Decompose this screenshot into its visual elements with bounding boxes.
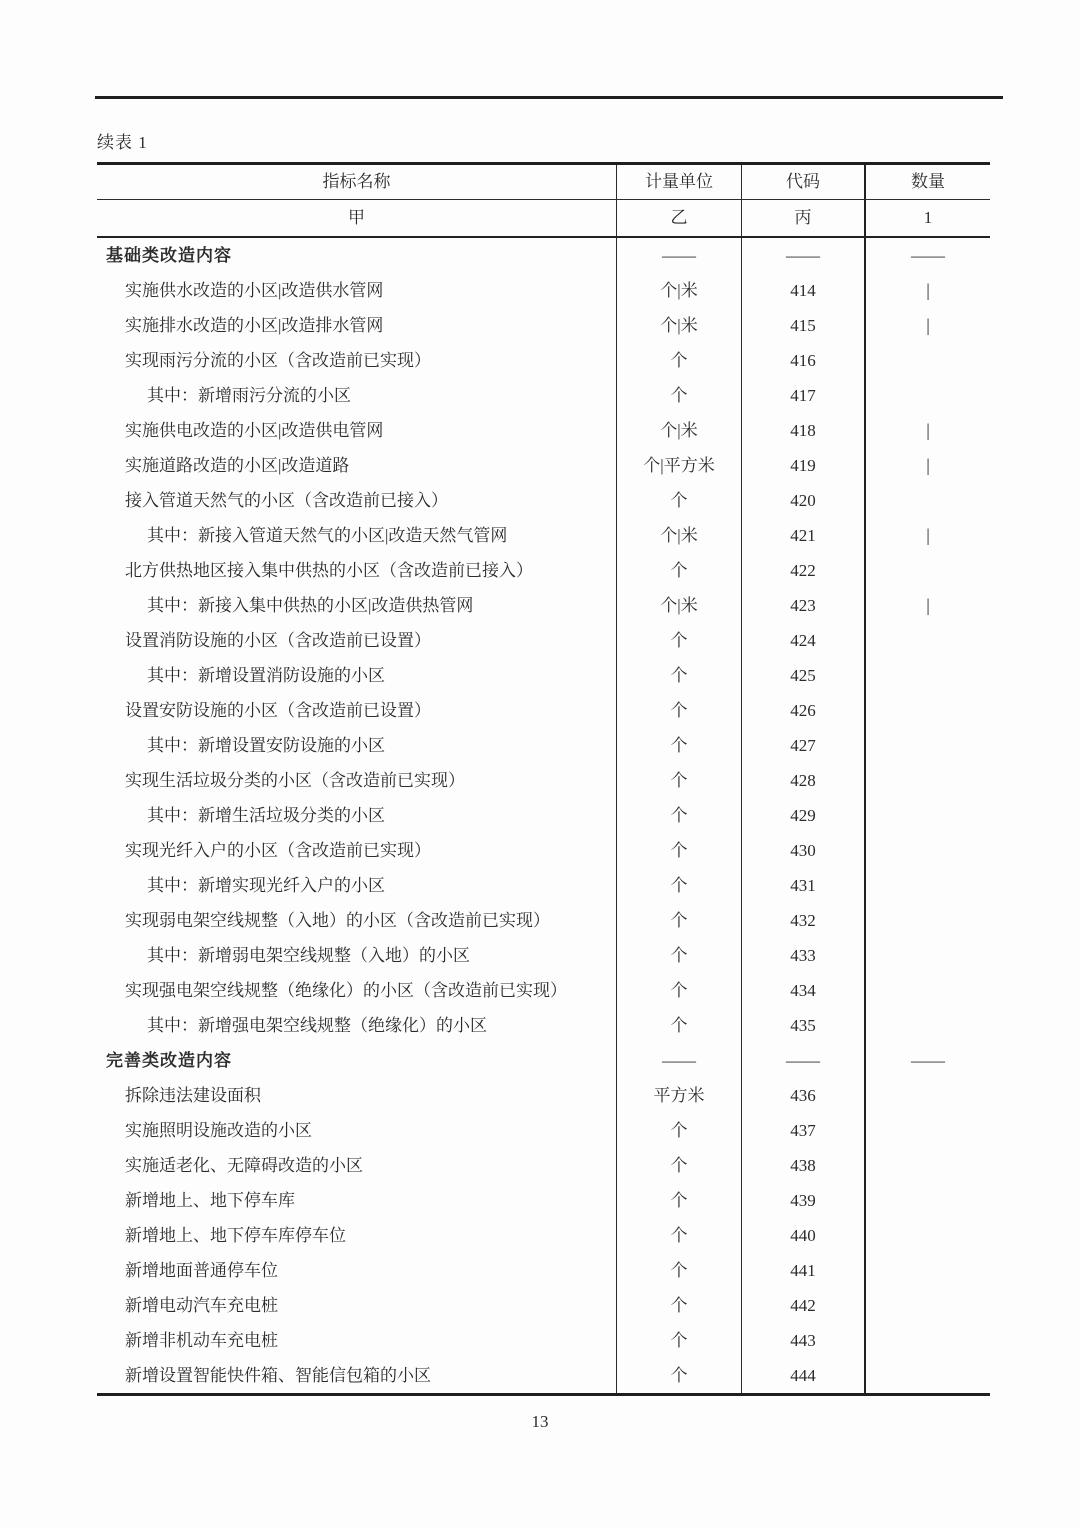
- table-row: [97, 763, 990, 798]
- table-row: [97, 308, 990, 343]
- cell-unit: 个: [617, 833, 742, 868]
- cell-indicator-name: 实施适老化、无障碍改造的小区: [97, 1148, 617, 1183]
- table-row: [97, 693, 990, 728]
- cell-quantity: [866, 1288, 990, 1323]
- cell-indicator-name: 实施排水改造的小区|改造排水管网: [97, 308, 617, 343]
- cell-indicator-name: 设置安防设施的小区（含改造前已设置）: [97, 693, 617, 728]
- cell-code: 444: [742, 1358, 866, 1393]
- cell-code: 415: [742, 308, 866, 343]
- cell-indicator-name: 完善类改造内容: [97, 1043, 617, 1078]
- cell-quantity: [866, 553, 990, 588]
- cell-unit: 个: [617, 938, 742, 973]
- cell-code: ——: [742, 238, 866, 273]
- cell-quantity: [866, 798, 990, 833]
- cell-unit: 个: [617, 1253, 742, 1288]
- cell-quantity: [866, 973, 990, 1008]
- table-caption: 续表 1: [97, 133, 148, 152]
- cell-code: 419: [742, 448, 866, 483]
- cell-indicator-name: 其中：新接入管道天然气的小区|改造天然气管网: [97, 518, 617, 553]
- statistics-table: [97, 162, 990, 1396]
- cell-quantity: [866, 483, 990, 518]
- cell-unit: 个: [617, 1183, 742, 1218]
- table-row: [97, 1323, 990, 1358]
- cell-unit: 个: [617, 693, 742, 728]
- cell-quantity: ——: [911, 1050, 945, 1070]
- cell-unit: 个: [617, 1323, 742, 1358]
- cell-indicator-name: 拆除违法建设面积: [97, 1078, 617, 1113]
- cell-quantity: |: [926, 525, 930, 546]
- cell-unit: 个: [617, 1288, 742, 1323]
- table-row: [97, 343, 990, 378]
- cell-indicator-name: 实施供水改造的小区|改造供水管网: [97, 273, 617, 308]
- cell-indicator-name: 新增设置智能快件箱、智能信包箱的小区: [97, 1358, 617, 1393]
- cell-quantity: [866, 868, 990, 903]
- cell-code: 435: [742, 1008, 866, 1043]
- cell-unit: 个|米: [617, 588, 742, 623]
- cell-unit: 个: [617, 973, 742, 1008]
- cell-quantity: [866, 903, 990, 938]
- cell-unit: 个: [617, 1218, 742, 1253]
- table-row: [97, 903, 990, 938]
- cell-indicator-name: 新增地上、地下停车库: [97, 1183, 617, 1218]
- col-header-unit: 计量单位: [617, 165, 742, 199]
- cell-indicator-name: 其中：新增强电架空线规整（绝缘化）的小区: [97, 1008, 617, 1043]
- cell-code: 416: [742, 343, 866, 378]
- table-row: [97, 798, 990, 833]
- table-row: [97, 658, 990, 693]
- cell-quantity: |: [926, 315, 930, 336]
- cell-unit: 个: [617, 868, 742, 903]
- cell-indicator-name: 设置消防设施的小区（含改造前已设置）: [97, 623, 617, 658]
- cell-quantity: [866, 1113, 990, 1148]
- cell-unit: 个: [617, 1358, 742, 1393]
- table-row: [97, 378, 990, 413]
- table-row: [97, 448, 990, 483]
- cell-quantity: [866, 1253, 990, 1288]
- cell-unit: 个|米: [617, 518, 742, 553]
- cell-unit: 个: [617, 1008, 742, 1043]
- cell-code: 436: [742, 1078, 866, 1113]
- cell-unit: 个: [617, 553, 742, 588]
- cell-unit: ——: [617, 1043, 742, 1078]
- col-letter-jia: 甲: [97, 200, 617, 236]
- cell-indicator-name: 实现生活垃圾分类的小区（含改造前已实现）: [97, 763, 617, 798]
- cell-quantity: [866, 343, 990, 378]
- cell-indicator-name: 实施供电改造的小区|改造供电管网: [97, 413, 617, 448]
- cell-quantity: ——: [911, 245, 945, 265]
- cell-indicator-name: 其中：新增实现光纤入户的小区: [97, 868, 617, 903]
- table-row: [97, 1148, 990, 1183]
- cell-code: 417: [742, 378, 866, 413]
- section-header-row: [97, 1043, 990, 1078]
- cell-indicator-name: 北方供热地区接入集中供热的小区（含改造前已接入）: [97, 553, 617, 588]
- cell-unit: 个: [617, 343, 742, 378]
- cell-code: 426: [742, 693, 866, 728]
- cell-code: 425: [742, 658, 866, 693]
- cell-indicator-name: 新增非机动车充电桩: [97, 1323, 617, 1358]
- cell-code: 423: [742, 588, 866, 623]
- cell-code: ——: [742, 1043, 866, 1078]
- cell-unit: 个: [617, 658, 742, 693]
- table-row: [97, 938, 990, 973]
- table-row: [97, 1253, 990, 1288]
- cell-quantity: [866, 833, 990, 868]
- cell-quantity: |: [926, 280, 930, 301]
- cell-unit: 个: [617, 903, 742, 938]
- cell-quantity: [866, 763, 990, 798]
- cell-quantity: [866, 1183, 990, 1218]
- cell-quantity: [866, 1218, 990, 1253]
- cell-unit: 平方米: [617, 1078, 742, 1113]
- cell-code: 437: [742, 1113, 866, 1148]
- cell-indicator-name: 实现弱电架空线规整（入地）的小区（含改造前已实现）: [97, 903, 617, 938]
- cell-quantity: [866, 623, 990, 658]
- table-row: [97, 1218, 990, 1253]
- cell-unit: 个|平方米: [617, 448, 742, 483]
- cell-unit: 个: [617, 728, 742, 763]
- cell-unit: 个|米: [617, 308, 742, 343]
- table-row: [97, 1113, 990, 1148]
- cell-unit: 个: [617, 378, 742, 413]
- cell-code: 430: [742, 833, 866, 868]
- col-header-quantity: 数量: [911, 172, 945, 192]
- table-row: [97, 413, 990, 448]
- cell-indicator-name: 基础类改造内容: [97, 238, 617, 273]
- col-header-code: 代码: [742, 165, 866, 199]
- cell-quantity: [866, 1008, 990, 1043]
- cell-indicator-name: 其中：新增设置消防设施的小区: [97, 658, 617, 693]
- cell-indicator-name: 其中：新接入集中供热的小区|改造供热管网: [97, 588, 617, 623]
- cell-quantity: [866, 938, 990, 973]
- cell-code: 439: [742, 1183, 866, 1218]
- table-row: [97, 868, 990, 903]
- table-row: [97, 1288, 990, 1323]
- cell-code: 443: [742, 1323, 866, 1358]
- col-number-1: 1: [923, 208, 933, 228]
- cell-unit: 个|米: [617, 413, 742, 448]
- cell-indicator-name: 其中：新增生活垃圾分类的小区: [97, 798, 617, 833]
- cell-quantity: [866, 1323, 990, 1358]
- cell-code: 422: [742, 553, 866, 588]
- cell-indicator-name: 实现雨污分流的小区（含改造前已实现）: [97, 343, 617, 378]
- cell-unit: 个: [617, 763, 742, 798]
- cell-code: 429: [742, 798, 866, 833]
- cell-quantity: [866, 1148, 990, 1183]
- cell-quantity: [866, 658, 990, 693]
- table-row: [97, 1008, 990, 1043]
- cell-code: 434: [742, 973, 866, 1008]
- cell-code: 442: [742, 1288, 866, 1323]
- cell-code: 438: [742, 1148, 866, 1183]
- table-row: [97, 553, 990, 588]
- table-row: [97, 273, 990, 308]
- cell-code: 432: [742, 903, 866, 938]
- cell-code: 424: [742, 623, 866, 658]
- cell-quantity: |: [926, 455, 930, 476]
- cell-indicator-name: 实现光纤入户的小区（含改造前已实现）: [97, 833, 617, 868]
- cell-quantity: [866, 1078, 990, 1113]
- cell-indicator-name: 实现强电架空线规整（绝缘化）的小区（含改造前已实现）: [97, 973, 617, 1008]
- table-header: [97, 165, 990, 238]
- cell-unit: 个: [617, 798, 742, 833]
- table-row: [97, 623, 990, 658]
- cell-indicator-name: 其中：新增弱电架空线规整（入地）的小区: [97, 938, 617, 973]
- table-row: [97, 588, 990, 623]
- page-number: 13: [531, 1412, 549, 1431]
- col-letter-yi: 乙: [617, 200, 742, 236]
- cell-quantity: [866, 378, 990, 413]
- cell-code: 421: [742, 518, 866, 553]
- cell-indicator-name: 实施照明设施改造的小区: [97, 1113, 617, 1148]
- table-row: [97, 973, 990, 1008]
- cell-code: 441: [742, 1253, 866, 1288]
- cell-indicator-name: 新增电动汽车充电桩: [97, 1288, 617, 1323]
- cell-indicator-name: 新增地面普通停车位: [97, 1253, 617, 1288]
- cell-indicator-name: 其中：新增设置安防设施的小区: [97, 728, 617, 763]
- cell-indicator-name: 接入管道天然气的小区（含改造前已接入）: [97, 483, 617, 518]
- cell-unit: 个: [617, 623, 742, 658]
- col-header-indicator-name: 指标名称: [97, 165, 617, 199]
- table-row: [97, 833, 990, 868]
- table-body: [97, 238, 990, 1393]
- cell-code: 418: [742, 413, 866, 448]
- cell-code: 427: [742, 728, 866, 763]
- header-row-titles: [97, 165, 990, 200]
- cell-unit: 个|米: [617, 273, 742, 308]
- cell-code: 431: [742, 868, 866, 903]
- cell-unit: 个: [617, 1113, 742, 1148]
- cell-code: 420: [742, 483, 866, 518]
- cell-quantity: |: [926, 420, 930, 441]
- col-letter-bing: 丙: [742, 200, 866, 236]
- cell-quantity: [866, 693, 990, 728]
- cell-code: 428: [742, 763, 866, 798]
- table-row: [97, 1183, 990, 1218]
- cell-quantity: [866, 728, 990, 763]
- cell-quantity: [866, 1358, 990, 1393]
- cell-unit: 个: [617, 1148, 742, 1183]
- cell-code: 414: [742, 273, 866, 308]
- cell-indicator-name: 其中：新增雨污分流的小区: [97, 378, 617, 413]
- header-row-letters: [97, 200, 990, 238]
- table-row: [97, 728, 990, 763]
- section-header-row: [97, 238, 990, 273]
- table-row: [97, 1358, 990, 1393]
- cell-indicator-name: 实施道路改造的小区|改造道路: [97, 448, 617, 483]
- cell-unit: 个: [617, 483, 742, 518]
- table-row: [97, 1078, 990, 1113]
- cell-unit: ——: [617, 238, 742, 273]
- cell-indicator-name: 新增地上、地下停车库停车位: [97, 1218, 617, 1253]
- page-header-rule: [95, 96, 1003, 99]
- cell-code: 433: [742, 938, 866, 973]
- cell-quantity: |: [926, 595, 930, 616]
- table-row: [97, 518, 990, 553]
- cell-code: 440: [742, 1218, 866, 1253]
- table-row: [97, 483, 990, 518]
